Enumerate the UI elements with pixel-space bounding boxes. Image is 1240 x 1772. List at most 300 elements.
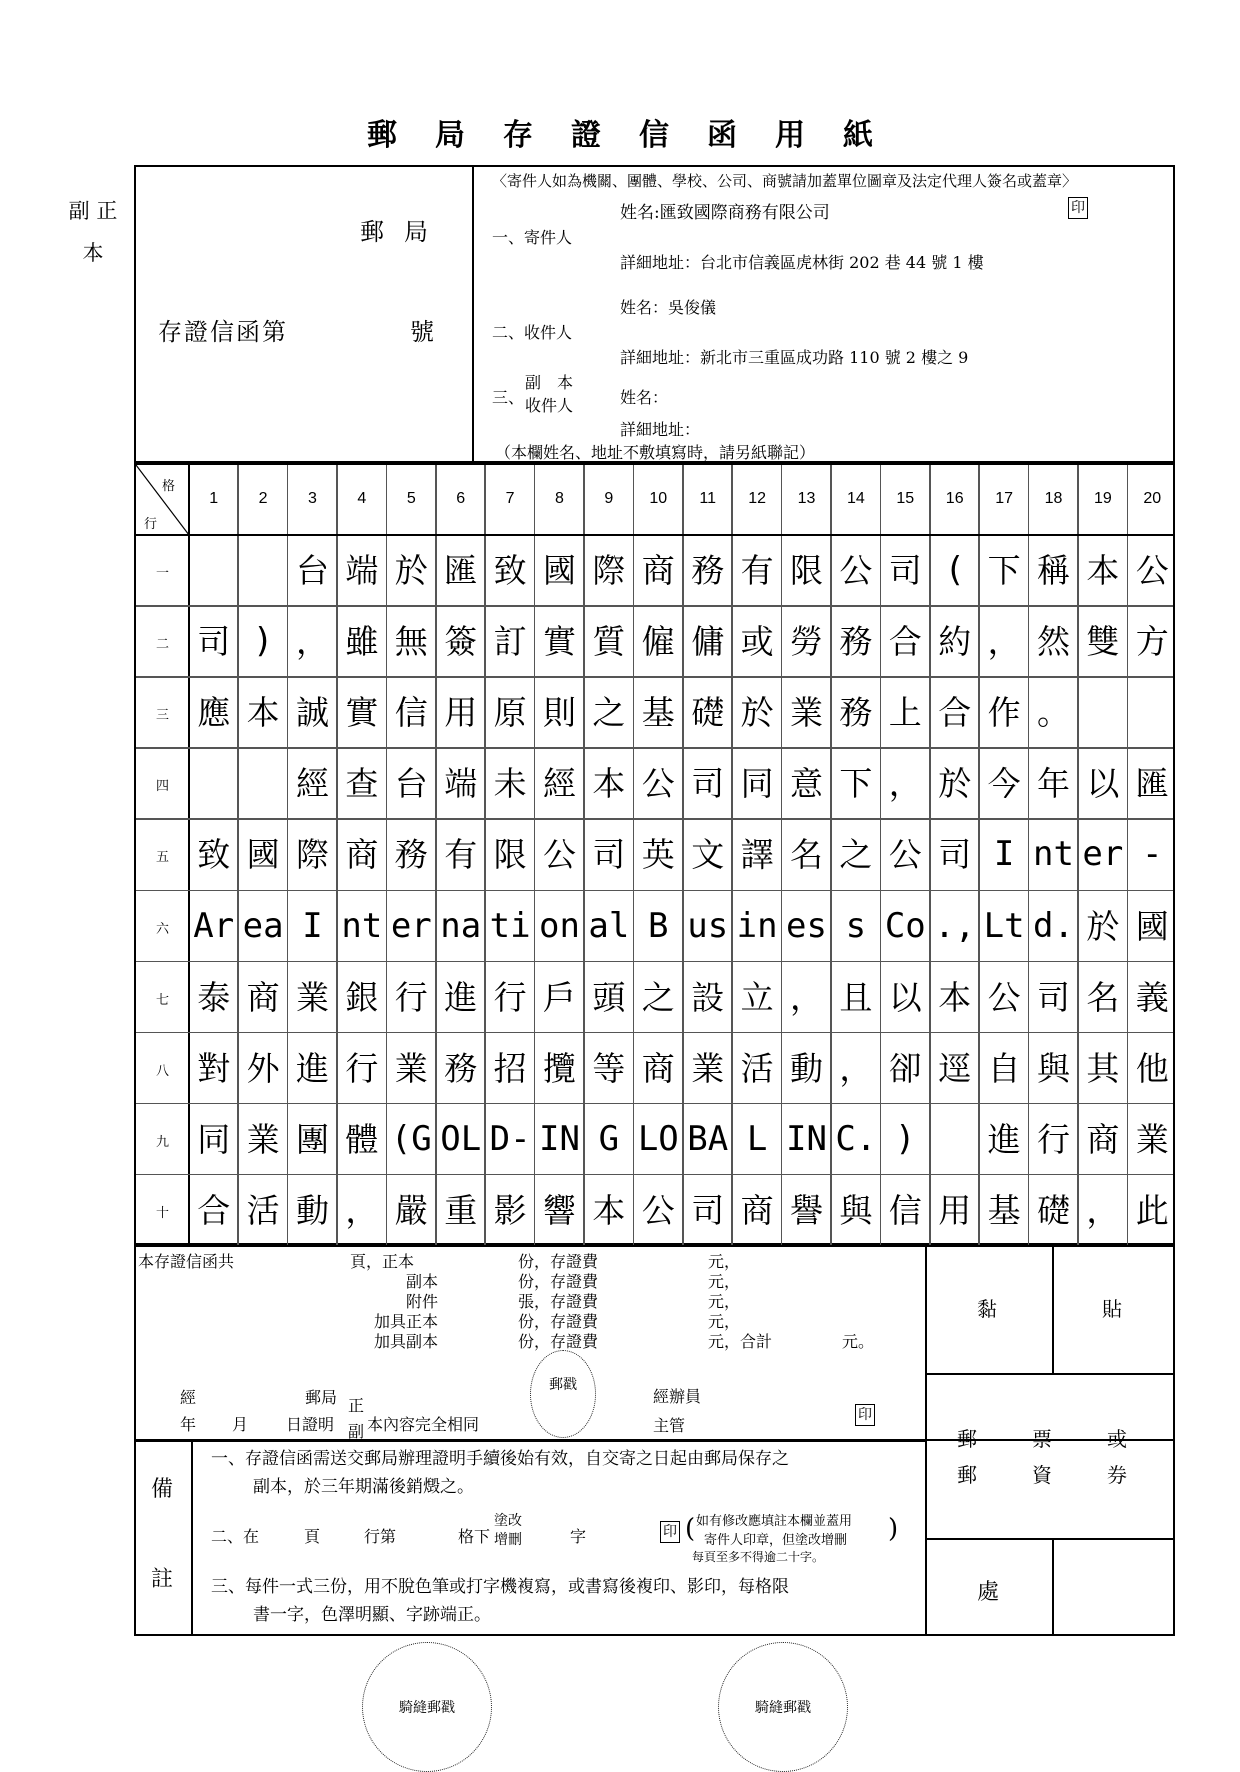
summary-supervisor: 主管 — [653, 1416, 686, 1435]
note2-alter-top: 塗改 — [494, 1513, 522, 1529]
recipient-section-label: 二、收件人 — [492, 323, 573, 342]
grid-cell: 進 — [987, 1119, 1021, 1159]
grid-cell: 重 — [444, 1190, 478, 1230]
grid-cell: C. — [835, 1118, 877, 1159]
grid-cell: 司 — [691, 764, 725, 804]
grid-cell: Co — [884, 905, 926, 946]
grid-cell: 其 — [1086, 1048, 1120, 1088]
grid-cell: 於 — [1086, 906, 1120, 946]
grid-cell: 實 — [542, 622, 576, 662]
note2-paren-line1: 如有修改應填註本欄並蓋用 — [696, 1514, 853, 1529]
grid-cell — [1078, 677, 1127, 748]
cc-name: 姓名： — [620, 388, 669, 407]
grid-cell: 逕 — [938, 1048, 972, 1088]
grid-cell: 嚴 — [394, 1190, 428, 1230]
grid-cell: 未 — [493, 764, 527, 804]
sender-address: 詳細地址：台北市信義區虎林街 202 巷 44 號 1 樓 — [620, 253, 984, 272]
grid-cell: 今 — [987, 764, 1021, 804]
grid-cell: ， — [987, 622, 1021, 662]
grid-cell: 設 — [691, 977, 725, 1017]
grid-cell: 國 — [246, 835, 280, 875]
grid-cell: 之 — [641, 977, 675, 1017]
grid-cell: 且 — [839, 977, 873, 1017]
grid-cell: 務 — [839, 622, 873, 662]
grid-cell: 限 — [493, 835, 527, 875]
grid-cell: 譽 — [789, 1190, 823, 1230]
seal-icon: 印 — [855, 1404, 875, 1426]
summary-item: 附件 — [406, 1292, 439, 1311]
note2-row: 行第 — [364, 1527, 397, 1546]
column-number: 15 — [896, 490, 915, 507]
grid-cell: 傭 — [691, 622, 725, 662]
row-label: 三 — [155, 708, 169, 724]
grid-cell: Ar — [193, 905, 235, 946]
recipient-address: 詳細地址：新北市三重區成功路 110 號 2 樓之 9 — [620, 348, 969, 367]
grid-cell: 影 — [493, 1190, 527, 1230]
grid-cell: in — [736, 905, 778, 946]
note2-prefix: 二、在 — [211, 1527, 260, 1546]
summary-via: 經 — [180, 1388, 197, 1407]
sender-seal — [1068, 197, 1088, 219]
notes-label-bottom: 註 — [151, 1567, 174, 1592]
grid-cell: ( — [944, 550, 965, 590]
note3-line1: 三、每件一式三份，用不脫色筆或打字機複寫，或書寫後複印、影印，每格限 — [211, 1577, 789, 1597]
seam-postmark-2 — [718, 1642, 848, 1772]
header-footnote: （本欄姓名、地址不敷填寫時，請另紙聯記） — [495, 443, 816, 462]
corner-row-label: 行 — [144, 517, 158, 532]
grid-cell: 體 — [345, 1119, 379, 1159]
grid-cell: 下 — [987, 551, 1021, 590]
grid-cell: ， — [888, 764, 922, 804]
grid-cell — [1128, 677, 1177, 748]
stamp-area — [925, 1245, 1175, 1636]
grid-cell: 攬 — [542, 1048, 576, 1088]
grid-cell: 用 — [444, 693, 478, 733]
grid-cell: 進 — [444, 977, 478, 1017]
grid-cell: 上 — [888, 693, 922, 733]
grid-cell: 端 — [444, 764, 478, 804]
stamp-paste-2: 貼 — [1102, 1297, 1122, 1321]
grid-cell: 本 — [592, 764, 626, 804]
column-number: 13 — [797, 490, 816, 507]
postmark-circle — [530, 1350, 596, 1438]
grid-cell: 實 — [345, 693, 379, 733]
column-number: 14 — [846, 490, 865, 507]
grid-cell: 於 — [394, 551, 428, 590]
grid-cell: 則 — [542, 693, 576, 733]
summary-post-office: 郵局 — [305, 1388, 338, 1407]
summary-seal — [855, 1404, 875, 1426]
grid-cell: 務 — [691, 551, 725, 590]
column-number: 20 — [1143, 490, 1162, 507]
grid-cell: 國 — [1135, 906, 1169, 946]
summary-yuan: 元， — [708, 1272, 741, 1291]
grid-cell: 致 — [493, 551, 527, 590]
grid-cell: 際 — [295, 835, 329, 875]
seal-icon: 印 — [660, 1521, 680, 1543]
grid-cell: 招 — [493, 1048, 527, 1088]
grid-cell: 本 — [938, 977, 972, 1017]
row-label: 九 — [155, 1134, 169, 1150]
summary-yuan: 元，合計 — [708, 1332, 773, 1351]
row-label: 一 — [155, 566, 169, 581]
grid-cell: 然 — [1036, 622, 1070, 662]
grid-cell: 務 — [444, 1048, 478, 1088]
grid-cell: 務 — [394, 835, 428, 875]
grid-cell: 致 — [197, 835, 231, 875]
grid-cell: 行 — [394, 977, 428, 1017]
grid-cell: 於 — [740, 693, 774, 733]
seam-postmark-label: 騎縫郵戳 — [755, 1700, 811, 1716]
note2-page: 頁 — [304, 1527, 321, 1546]
grid-cell: 或 — [740, 622, 774, 662]
summary-clerk: 經辦員 — [653, 1387, 702, 1406]
seam-postmark-label: 騎縫郵戳 — [399, 1700, 455, 1716]
grid-cell: 信 — [888, 1190, 922, 1230]
grid-cell: 信 — [394, 693, 428, 733]
grid-cell: 應 — [197, 693, 231, 733]
grid-cell: 文 — [691, 835, 725, 875]
stamp-paste-1: 黏 — [977, 1297, 997, 1321]
grid-cell: 公 — [1135, 551, 1169, 590]
row-label: 四 — [155, 779, 169, 795]
grid-cell: ., — [934, 905, 976, 946]
summary-zheng: 正 — [348, 1396, 365, 1415]
column-number: 9 — [604, 490, 614, 507]
grid-cell: 義 — [1135, 977, 1169, 1017]
grid-cell: 戶 — [542, 977, 576, 1017]
grid-cell: IN — [786, 1118, 827, 1159]
grid-cell: 合 — [888, 622, 922, 662]
grid-cell: 公 — [987, 977, 1021, 1017]
grid-cell: s — [845, 905, 867, 946]
grid-cell: ， — [839, 1048, 873, 1088]
grid-cell: 司 — [592, 835, 626, 875]
notes-label-top: 備 — [151, 1477, 174, 1502]
grid-cell: 基 — [987, 1190, 1021, 1230]
grid-cell: 匯 — [444, 551, 478, 590]
grid-cell: al — [588, 905, 630, 946]
grid-cell: ea — [242, 905, 284, 946]
grid-cell: 業 — [394, 1048, 428, 1088]
grid-cell: 端 — [345, 551, 379, 590]
grid-cell: 合 — [197, 1190, 231, 1230]
summary-yuan: 元， — [708, 1312, 741, 1331]
grid-cell: 商 — [1086, 1119, 1120, 1159]
grid-cell: 際 — [592, 551, 626, 590]
row-label: 五 — [155, 850, 169, 866]
sender-section-label: 一、寄件人 — [492, 228, 573, 247]
grid-cell: 業 — [691, 1048, 725, 1088]
grid-cell: 同 — [740, 764, 774, 804]
grid-cell: BA — [687, 1118, 729, 1159]
summary-yuan: 元， — [708, 1252, 741, 1271]
stamp-row2-c: 券 — [1107, 1463, 1127, 1487]
grid-cell: LO — [637, 1118, 679, 1159]
grid-cell: 英 — [641, 835, 675, 875]
grid-cell: d. — [1033, 905, 1074, 946]
grid-cell: 商 — [641, 551, 675, 590]
grid-cell: 行 — [345, 1048, 379, 1088]
grid-cell: 公 — [542, 835, 576, 875]
column-number: 7 — [505, 490, 515, 507]
grid-cell: 司 — [691, 1190, 725, 1230]
grid-cell: D- — [489, 1118, 531, 1159]
grid-cell: 商 — [740, 1190, 774, 1230]
grid-cell: ti — [489, 905, 531, 946]
column-number: 5 — [406, 490, 416, 507]
grid-cell: I — [302, 905, 323, 946]
grid-cell: - — [1142, 834, 1163, 875]
grid-cell: 質 — [592, 622, 626, 662]
number-suffix: 號 — [410, 318, 434, 346]
grid-cell: 譯 — [740, 835, 774, 875]
cc-label-top: 副 本 — [525, 373, 574, 392]
note3-line2: 書一字，色澤明顯、字跡端正。 — [253, 1605, 491, 1625]
grid-cell: 雖 — [345, 622, 379, 662]
grid-cell: 公 — [839, 551, 873, 590]
writing-grid — [134, 463, 1175, 1245]
header-divider — [472, 165, 474, 463]
summary-unit: 份，存證費 — [518, 1252, 599, 1271]
grid-cell: nt — [341, 905, 383, 946]
summary-unit: 份，存證費 — [518, 1272, 599, 1291]
grid-cell: 有 — [444, 835, 478, 875]
row-label: 八 — [155, 1063, 169, 1079]
summary-fu: 副 — [348, 1422, 365, 1441]
grid-cell: 有 — [740, 551, 774, 590]
summary-page-unit: 頁，正本 — [350, 1252, 415, 1271]
grid-cell: 礎 — [691, 693, 725, 733]
grid-cell: 行 — [1036, 1119, 1070, 1159]
grid-cell: B — [648, 905, 669, 946]
grid-cell: 動 — [295, 1190, 329, 1230]
stamp-place: 處 — [977, 1580, 1000, 1605]
grid-cell — [189, 748, 238, 819]
grid-cell: 動 — [789, 1048, 823, 1088]
grid-cell: 活 — [246, 1190, 280, 1230]
grid-cell: 基 — [641, 693, 675, 733]
note2-paren-close: ) — [888, 1514, 899, 1544]
column-number: 17 — [995, 490, 1013, 507]
post-office-label: 郵局 — [360, 218, 448, 246]
sender-name: 姓名:匯致國際商務有限公司 — [620, 203, 830, 223]
summary-unit: 張，存證費 — [518, 1292, 599, 1311]
grid-cell: OL — [440, 1118, 482, 1159]
stamp-row1-c: 或 — [1107, 1427, 1127, 1451]
summary-day-certify: 日證明 — [286, 1415, 335, 1434]
column-number: 16 — [945, 490, 964, 507]
grid-cell: 名 — [789, 835, 823, 875]
grid-cell: 司 — [197, 622, 231, 662]
note2-char: 字 — [570, 1527, 587, 1546]
grid-cell: 業 — [295, 977, 329, 1017]
stamp-row2-b: 資 — [1032, 1463, 1052, 1487]
grid-cell: ) — [252, 621, 274, 662]
grid-cell: 司 — [1036, 977, 1070, 1017]
grid-cell — [238, 535, 287, 606]
grid-cell: 意 — [789, 764, 823, 804]
grid-cell: 響 — [542, 1190, 576, 1230]
grid-cell: 方 — [1135, 622, 1169, 662]
notes-box — [134, 1440, 927, 1636]
column-number: 2 — [258, 490, 268, 507]
note2-paren-open: ( — [685, 1514, 696, 1544]
note2-alter-bottom: 增刪 — [494, 1532, 522, 1548]
grid-cell: ) — [895, 1118, 916, 1159]
grid-cell: 業 — [1135, 1119, 1169, 1159]
grid-cell: 約 — [938, 622, 972, 662]
grid-cell: 匯 — [1135, 764, 1169, 804]
grid-cell: 限 — [789, 551, 823, 590]
row-label: 二 — [155, 637, 169, 653]
grid-cell: ， — [789, 977, 823, 1017]
grid-cell: 務 — [839, 693, 873, 733]
stamp-row1-a: 郵 — [957, 1427, 977, 1451]
column-number: 12 — [748, 490, 766, 507]
note1-line1: 一、存證信函需送交郵局辦理證明手續後始有效，自交寄之日起由郵局保存之 — [211, 1449, 789, 1469]
seal-icon: 印 — [1068, 197, 1088, 219]
grid-cell — [189, 535, 238, 606]
grid-cell: 下 — [839, 764, 873, 804]
stamp-row1-b: 票 — [1032, 1427, 1052, 1451]
grid-cell: L — [746, 1118, 768, 1159]
grid-cell: 礎 — [1036, 1190, 1070, 1230]
grid-cell: 。 — [1036, 693, 1070, 733]
grid-cell: 頭 — [592, 977, 626, 1017]
grid-cell: 泰 — [197, 977, 231, 1017]
column-number: 19 — [1093, 490, 1112, 507]
grid-cell: (G — [390, 1118, 432, 1159]
grid-cell: 公 — [641, 764, 675, 804]
grid-cell: 國 — [542, 551, 576, 590]
grid-cell: 經 — [295, 764, 329, 804]
cc-section-prefix: 三、 — [492, 388, 525, 407]
grid-cell: 卻 — [888, 1048, 922, 1088]
grid-cell: 作 — [987, 693, 1021, 733]
grid-cell: 活 — [740, 1048, 774, 1088]
grid-cell: 台 — [295, 551, 329, 590]
grid-cell: 僱 — [641, 622, 675, 662]
grid-cell: 名 — [1086, 977, 1120, 1017]
grid-cell: 訂 — [493, 622, 527, 662]
grid-cell: 行 — [493, 977, 527, 1017]
grid-cell: 銀 — [345, 977, 379, 1017]
summary-unit: 份，存證費 — [518, 1332, 599, 1351]
grid-cell: 雙 — [1086, 622, 1120, 662]
summary-content-same: 本內容完全相同 — [367, 1415, 480, 1434]
grid-cell: 公 — [641, 1190, 675, 1230]
corner-col-label: 格 — [162, 479, 176, 494]
page-title: 郵局存證信函用紙 — [367, 118, 911, 153]
note2-paren-line2: 寄件人印章，但塗改增刪 — [704, 1533, 848, 1548]
grid-cell: 稱 — [1036, 551, 1070, 590]
summary-total-yuan: 元。 — [842, 1332, 875, 1351]
grid-cell: 商 — [246, 977, 280, 1017]
grid-cell — [238, 748, 287, 819]
summary-yuan: 元， — [708, 1292, 741, 1311]
grid-cell: 外 — [246, 1048, 280, 1088]
grid-cell: 以 — [1086, 764, 1120, 804]
grid-cell: 原 — [493, 693, 527, 733]
row-label: 七 — [155, 992, 169, 1008]
summary-item: 加具副本 — [374, 1332, 439, 1351]
grid-cell: 本 — [246, 693, 280, 733]
grid-cell: 公 — [888, 835, 922, 875]
summary-total-prefix: 本存證信函共 — [138, 1252, 235, 1271]
column-number: 6 — [456, 490, 466, 507]
postmark-label: 郵戳 — [549, 1377, 577, 1393]
sender-instruction: 〈寄件人如為機關、團體、學校、公司、商號請加蓋單位圖章及法定代理人簽名或蓋章〉 — [492, 172, 1078, 190]
grid-cell: 司 — [938, 835, 972, 875]
grid-cell: 經 — [542, 764, 576, 804]
grid-cell: 誠 — [295, 693, 329, 733]
grid-cell: 業 — [789, 693, 823, 733]
note2-limit: 每頁至多不得逾二十字。 — [692, 1550, 825, 1564]
grid-cell: 與 — [1036, 1048, 1070, 1088]
stamp-row2-a: 郵 — [957, 1463, 977, 1487]
grid-cell: on — [539, 905, 580, 946]
grid-cell: 本 — [1086, 551, 1120, 590]
grid-cell: 之 — [592, 693, 626, 733]
grid-cell: 於 — [938, 764, 972, 804]
note2-col: 格下 — [458, 1527, 491, 1546]
grid-cell: 台 — [394, 764, 428, 804]
grid-cell: 自 — [987, 1048, 1021, 1088]
grid-cell: er — [1082, 834, 1124, 875]
grid-cell: es — [786, 905, 827, 946]
summary-unit: 份，存證費 — [518, 1312, 599, 1331]
column-number: 8 — [555, 490, 564, 507]
column-number: 1 — [209, 490, 219, 507]
column-number: 18 — [1044, 490, 1063, 507]
summary-item: 加具正本 — [374, 1312, 439, 1331]
grid-cell: 進 — [295, 1048, 329, 1088]
grid-cell: 商 — [345, 835, 379, 875]
grid-cell — [930, 1104, 979, 1175]
grid-cell: 用 — [938, 1190, 972, 1230]
grid-cell: 本 — [592, 1190, 626, 1230]
grid-cell: 以 — [888, 977, 922, 1017]
grid-cell: 立 — [740, 977, 774, 1017]
letter-number-label: 存證信函第 — [158, 318, 288, 346]
column-number: 11 — [699, 490, 716, 507]
grid-cell: 查 — [345, 764, 379, 804]
grid-cell: us — [687, 905, 729, 946]
recipient-name: 姓名：吳俊儀 — [620, 298, 717, 317]
row-label: 六 — [155, 921, 169, 937]
copy-type — [58, 190, 128, 274]
cc-address: 詳細地址： — [620, 420, 701, 439]
grid-cell: IN — [539, 1118, 580, 1159]
grid-cell: 對 — [197, 1048, 231, 1088]
grid-cell: ， — [295, 622, 329, 662]
grid-cell: nt — [1033, 834, 1074, 875]
seam-postmark-1 — [362, 1642, 492, 1772]
grid-cell: 合 — [938, 693, 972, 733]
grid-cell: G — [598, 1118, 620, 1159]
grid-cell: 與 — [839, 1190, 873, 1230]
copy-type-line1: 副 正 — [68, 199, 118, 223]
grid-cell: na — [440, 905, 482, 946]
grid-cell: I — [993, 834, 1015, 875]
grid-cell: ， — [1086, 1190, 1120, 1230]
grid-cell: 勞 — [789, 622, 823, 662]
grid-cell: 年 — [1036, 764, 1070, 804]
copy-type-line2: 本 — [82, 241, 104, 265]
summary-month: 月 — [232, 1415, 249, 1434]
grid-cell: 之 — [839, 835, 873, 875]
